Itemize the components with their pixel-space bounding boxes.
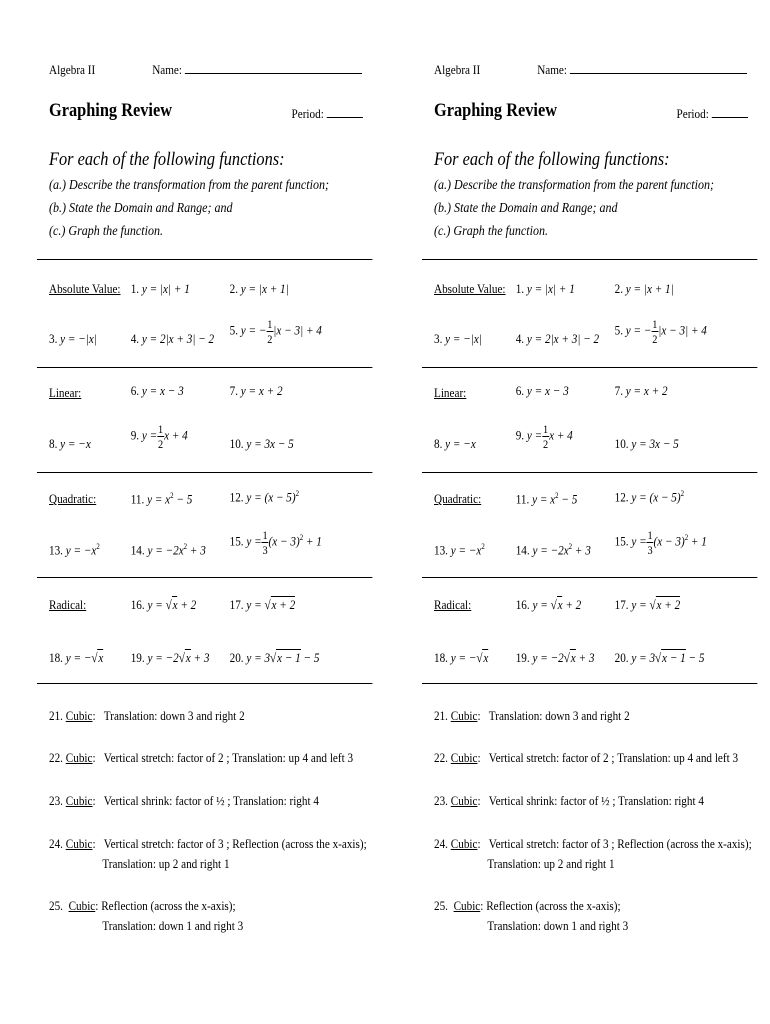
equation-lhs: y = [246,597,265,612]
equation: y = x + 2 [240,383,283,398]
problem-number: 12. [614,489,629,505]
worksheet-title: Graphing Review [49,100,173,121]
equation-lhs: y = −2 [147,650,179,665]
problem-16 [516,597,582,613]
period-label: Period: [291,106,324,121]
problem-4 [131,331,214,347]
worksheet-right [434,0,752,1024]
cubic-description: Vertical stretch: factor of 3 ; Reflection (across the x-axis); [103,836,367,851]
problem-14 [131,542,206,558]
equation-lhs: y = −2 [532,650,564,665]
radicand: x [557,597,563,612]
cubic-description-line2: Translation: up 2 and right 1 [487,856,615,871]
section-linear: Linear: [49,385,82,400]
problem-19 [516,650,595,666]
section-cubic: Cubic [450,708,478,723]
problem-number: 11. [515,491,530,507]
equation-lhs: y = 3 [631,650,656,665]
radical-sign: √ [476,650,483,665]
problem-number: 9. [515,427,525,443]
equation-lhs: y = 3 [246,650,271,665]
equation-tail: + 2 [562,597,582,612]
problem-number: 10. [229,436,244,451]
equation-lhs: y = − [65,650,92,665]
problem-number: 4. [515,331,525,346]
exponent: 2 [299,533,304,543]
name-field[interactable] [537,62,747,78]
problem-1 [516,281,575,297]
problem-number: 5. [614,322,623,338]
problem-number: 19. [130,650,145,665]
problem-number: 2. [614,281,623,296]
problem-number: 17. [614,597,629,612]
problem-7 [230,383,283,399]
instructions-intro: For each of the following functions: [434,149,670,170]
problem-8 [49,436,91,452]
problem-number: 12. [229,489,244,505]
course-label: Algebra II [49,62,96,77]
section-cubic: Cubic [450,793,478,808]
equation-lhs: y = [526,427,543,443]
equation: y = −x [445,436,476,451]
problem-number: 6. [515,383,525,398]
cubic-description-line2: Translation: up 2 and right 1 [102,856,230,871]
equation: y = 3x − 5 [631,436,679,451]
problem-number: 20. [229,650,244,665]
section-absolute-value: Absolute Value: [49,281,121,296]
fraction-denominator: 3 [647,543,653,557]
problem-9 [516,423,573,450]
problem-number: 16. [515,597,530,612]
problem-9 [131,423,188,450]
period-field[interactable] [677,106,748,122]
divider [422,577,757,578]
problem-number: 1. [515,281,525,296]
problem-number: 1. [130,281,140,296]
problem-22: 22. Cubic: Vertical stretch: factor of 2 ; Translation: up 4 and left 3 [434,750,739,765]
problem-13 [49,542,100,558]
fraction-numerator: 1 [262,528,268,542]
fraction-denominator: 3 [262,543,268,557]
equation-tail: + 2 [177,597,197,612]
equation-lhs: y = [631,533,647,549]
equation: y = |x + 1| [625,281,674,296]
problem-24: 24. Cubic: Vertical stretch: factor of 3 ; Reflection (across the x-axis); [434,836,752,851]
problem-number: 3. [434,331,443,346]
cubic-description: Vertical shrink: factor of ½ ; Translation: right 4 [103,793,319,808]
equation-rhs: |x − 3| + 4 [658,322,707,338]
fraction [157,423,164,450]
equation-lhs: y = − [240,322,267,338]
equation-rhs: (x − 3) [653,533,685,549]
problem-21: 21. Cubic: Translation: down 3 and right 2 [434,708,630,723]
equation-tail: − 5 [300,650,320,665]
equation-rhs: x + 4 [549,427,573,443]
problem-19 [131,650,210,666]
exponent: 2 [555,491,559,500]
problem-number: 4. [130,331,140,346]
fraction-numerator: 1 [652,317,658,331]
problem-number: 17. [229,597,244,612]
section-cubic: Cubic [65,708,93,723]
radical-sign: √ [270,650,277,665]
problem-6 [516,383,569,399]
cubic-description: Vertical stretch: factor of 2 ; Translation: up 4 and left 3 [103,750,354,765]
problem-18 [49,650,103,666]
problem-number: 25. [434,898,448,913]
divider [37,259,372,260]
radical-sign: √ [550,597,557,612]
worksheet-title: Graphing Review [434,100,558,121]
radicand: x [172,597,178,612]
problem-12 [615,489,684,505]
instruction-b: (b.) State the Domain and Range; and [434,201,618,216]
problem-11 [516,491,578,507]
problem-21: 21. Cubic: Translation: down 3 and right 2 [49,708,245,723]
problem-20 [230,650,320,666]
equation-rhs: (x − 3) [268,533,300,549]
period-blank[interactable] [712,117,748,118]
problem-number: 8. [434,436,443,451]
problem-number: 23. [434,793,448,808]
problem-number: 24. [49,836,63,851]
problem-5 [615,318,707,345]
equation-lhs: y = [631,597,650,612]
problem-number: 25. [49,898,63,913]
problem-12 [230,489,299,505]
instruction-c: (c.) Graph the function. [49,224,164,239]
problem-number: 9. [130,427,140,443]
period-label: Period: [676,106,709,121]
instructions-intro: For each of the following functions: [49,149,285,170]
fraction-numerator: 1 [267,317,273,331]
equation-lhs: y = [147,597,166,612]
equation: y = x [147,491,171,507]
divider [37,577,372,578]
equation: y = 3x − 5 [246,436,294,451]
section-linear: Linear: [434,385,467,400]
equation-tail: + 3 [187,542,206,558]
problem-number: 21. [49,708,63,723]
section-cubic: Cubic [65,750,93,765]
divider [422,472,757,473]
equation-tail: − 5 [558,491,578,507]
section-cubic: Cubic [65,836,93,851]
radical-sign: √ [165,597,172,612]
equation: y = x + 2 [625,383,668,398]
equation: y = −2x [147,542,184,558]
exponent: 2 [170,491,174,500]
name-label: Name: [152,62,183,77]
fraction-numerator: 1 [647,528,653,542]
equation: y = (x − 5) [631,489,681,505]
problem-number: 18. [434,650,448,665]
problem-2 [615,281,674,297]
problem-number: 3. [49,331,58,346]
section-radical: Radical: [49,597,87,612]
problem-number: 15. [614,533,629,549]
cubic-description: Reflection (across the x-axis); [101,898,236,913]
equation-tail: + 3 [190,650,210,665]
equation-tail: + 1 [303,533,322,549]
problem-10 [230,436,294,452]
section-quadratic: Quadratic: [49,491,97,506]
section-absolute-value: Absolute Value: [434,281,506,296]
equation-lhs: y = [141,427,158,443]
problem-number: 15. [229,533,244,549]
problem-number: 24. [434,836,448,851]
fraction-numerator: 1 [158,422,164,436]
problem-5 [230,318,322,345]
period-field[interactable] [292,106,363,122]
problem-17 [230,597,296,613]
section-radical: Radical: [434,597,472,612]
problem-number: 22. [434,750,448,765]
problem-17 [615,597,681,613]
name-blank[interactable] [185,73,362,74]
problem-number: 14. [515,542,530,558]
radicand: x [185,650,191,665]
problem-14 [516,542,591,558]
radical-sign: √ [563,650,570,665]
problem-4 [516,331,599,347]
radicand: x [570,650,576,665]
equation-lhs: y = − [450,650,477,665]
equation-lhs: y = − [625,322,652,338]
problem-3 [49,331,97,347]
cubic-description: Translation: down 3 and right 2 [103,708,245,723]
problem-number: 2. [229,281,238,296]
exponent: 2 [295,489,300,498]
cubic-description: Translation: down 3 and right 2 [488,708,630,723]
equation: y = −|x| [60,331,97,346]
course-label: Algebra II [434,62,481,77]
radicand: x − 1 [277,650,301,665]
problem-8 [434,436,476,452]
problem-25: 25. Cubic: Reflection (across the x-axis); [49,898,236,913]
divider [422,367,757,368]
worksheet-left [49,0,367,1024]
equation-tail: + 3 [572,542,591,558]
problem-number: 8. [49,436,58,451]
equation: y = −2x [532,542,569,558]
fraction-denominator: 2 [267,332,273,346]
problem-number: 11. [130,491,145,507]
problem-1 [131,281,190,297]
section-cubic: Cubic [450,836,478,851]
fraction-denominator: 2 [158,437,164,451]
divider [37,683,372,684]
equation: y = −|x| [445,331,482,346]
problem-number: 13. [434,542,448,558]
radicand: x − 1 [662,650,686,665]
exponent: 2 [96,542,100,551]
equation: y = −x [65,542,97,558]
problem-number: 18. [49,650,63,665]
section-cubic: Cubic [450,750,478,765]
equation: y = −x [60,436,91,451]
section-cubic: Cubic [65,793,93,808]
problem-number: 10. [614,436,629,451]
period-blank[interactable] [327,117,363,118]
cubic-description-line2: Translation: down 1 and right 3 [102,918,244,933]
radical-sign: √ [91,650,98,665]
problem-7 [615,383,668,399]
radical-sign: √ [178,650,185,665]
equation: y = 2|x + 3| − 2 [526,331,600,346]
equation: y = x − 3 [141,383,184,398]
problem-25: 25. Cubic: Reflection (across the x-axis); [434,898,621,913]
fraction [542,423,549,450]
divider [37,367,372,368]
instruction-a: (a.) Describe the transformation from the parent function; [434,178,715,193]
fraction [266,318,273,345]
equation-tail: + 3 [575,650,595,665]
problem-11 [131,491,193,507]
problem-15 [615,529,707,556]
radicand: x [483,650,489,665]
equation-tail: + 1 [688,533,707,549]
fraction-denominator: 2 [543,437,549,451]
exponent: 2 [568,542,573,551]
radicand: x + 2 [271,597,296,612]
problem-number: 20. [614,650,629,665]
equation-rhs: |x − 3| + 4 [273,322,322,338]
problem-number: 13. [49,542,63,558]
equation: y = −x [450,542,482,558]
section-quadratic: Quadratic: [434,491,482,506]
divider [422,683,757,684]
equation: y = 2|x + 3| − 2 [141,331,215,346]
cubic-description: Reflection (across the x-axis); [486,898,621,913]
equation-rhs: x + 4 [164,427,188,443]
instruction-b: (b.) State the Domain and Range; and [49,201,233,216]
fraction-denominator: 2 [652,332,658,346]
problem-number: 23. [49,793,63,808]
problem-number: 14. [130,542,145,558]
equation-tail: − 5 [685,650,705,665]
problem-23: 23. Cubic: Vertical shrink: factor of ½ ; Translation: right 4 [434,793,704,808]
exponent: 2 [680,489,685,498]
problem-16 [131,597,197,613]
radicand: x [98,650,104,665]
problem-number: 22. [49,750,63,765]
divider [422,259,757,260]
cubic-description: Vertical stretch: factor of 3 ; Reflection (across the x-axis); [488,836,752,851]
problem-number: 16. [130,597,145,612]
problem-18 [434,650,488,666]
cubic-description: Vertical stretch: factor of 2 ; Translation: up 4 and left 3 [488,750,739,765]
equation: y = x − 3 [526,383,569,398]
problem-23: 23. Cubic: Vertical shrink: factor of ½ ; Translation: right 4 [49,793,319,808]
radical-sign: √ [655,650,662,665]
exponent: 2 [481,542,485,551]
problem-6 [131,383,184,399]
problem-24: 24. Cubic: Vertical stretch: factor of 3 ; Reflection (across the x-axis); [49,836,367,851]
problem-15 [230,529,322,556]
problem-20 [615,650,705,666]
problem-number: 5. [229,322,238,338]
fraction-numerator: 1 [543,422,549,436]
cubic-description-line2: Translation: down 1 and right 3 [487,918,629,933]
name-label: Name: [537,62,568,77]
problem-13 [434,542,485,558]
problem-10 [615,436,679,452]
name-blank[interactable] [570,73,747,74]
instruction-a: (a.) Describe the transformation from the parent function; [49,178,330,193]
equation-lhs: y = [532,597,551,612]
radicand: x + 2 [656,597,681,612]
cubic-description: Vertical shrink: factor of ½ ; Translation: right 4 [488,793,704,808]
problem-2 [230,281,289,297]
radical-sign: √ [264,597,271,612]
equation: y = |x + 1| [240,281,289,296]
equation: y = x [532,491,556,507]
radical-sign: √ [649,597,656,612]
problem-number: 6. [130,383,140,398]
instruction-c: (c.) Graph the function. [434,224,549,239]
equation-lhs: y = [246,533,262,549]
section-cubic: Cubic [68,898,96,913]
equation: y = (x − 5) [246,489,296,505]
problem-number: 7. [229,383,238,398]
exponent: 2 [183,542,188,551]
fraction [651,318,658,345]
problem-number: 19. [515,650,530,665]
problem-22: 22. Cubic: Vertical stretch: factor of 2 ; Translation: up 4 and left 3 [49,750,354,765]
problem-number: 7. [614,383,623,398]
divider [37,472,372,473]
equation: y = |x| + 1 [141,281,190,296]
equation-tail: − 5 [173,491,193,507]
equation: y = |x| + 1 [526,281,575,296]
exponent: 2 [684,533,689,543]
name-field[interactable] [152,62,362,78]
section-cubic: Cubic [453,898,481,913]
problem-3 [434,331,482,347]
problem-number: 21. [434,708,448,723]
